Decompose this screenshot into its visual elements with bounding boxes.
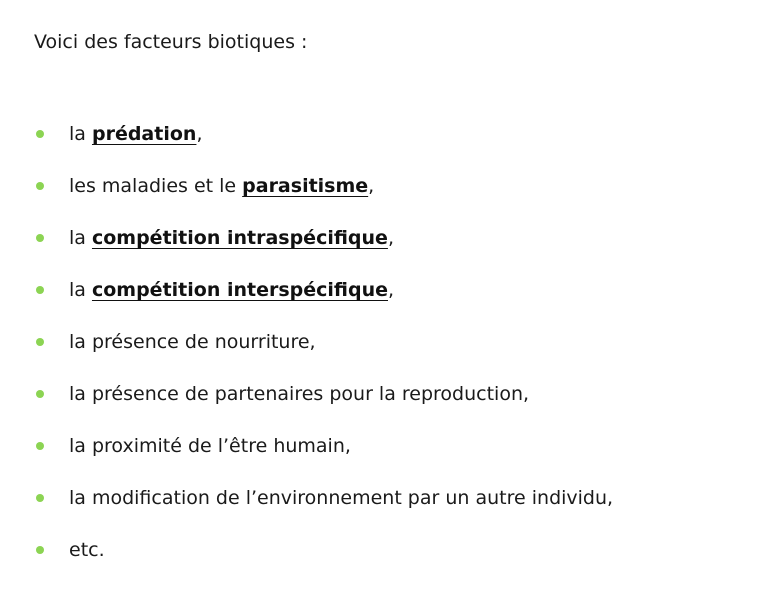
list-item-predation — [34, 108, 754, 160]
term-link-predation[interactable]: prédation — [91, 123, 197, 145]
term-link-competition-intraspecifique[interactable]: compétition intraspécifique — [91, 227, 388, 249]
item-text: la présence de partenaires pour la reproduction, — [69, 383, 530, 405]
bullet-icon — [36, 234, 44, 242]
list-item-nourriture — [34, 316, 754, 368]
item-text: la proximité de l’être humain, — [69, 435, 351, 457]
list-item-partenaires — [34, 368, 754, 420]
bullet-icon — [36, 286, 44, 294]
bullet-icon — [36, 494, 44, 502]
item-text: etc. — [69, 539, 105, 561]
term-link-competition-interspecifique[interactable]: compétition interspécifique — [91, 279, 388, 301]
bullet-icon — [36, 182, 44, 190]
bullet-icon — [36, 338, 44, 346]
intro-text: Voici des facteurs biotiques : — [34, 31, 308, 53]
item-text: la modification de l’environnement par un autre individu, — [69, 487, 614, 509]
item-prefix: la — [69, 227, 92, 249]
item-suffix: , — [388, 279, 395, 301]
bullet-icon — [36, 546, 44, 554]
bullet-icon — [36, 130, 44, 138]
item-prefix: la — [69, 123, 92, 145]
list-item-etre-humain — [34, 420, 754, 472]
list-item-modification-environnement — [34, 472, 754, 524]
list-item-competition-interspecifique — [34, 264, 754, 316]
item-prefix: la — [69, 279, 92, 301]
biotic-factors-list — [34, 108, 754, 576]
term-link-parasitisme[interactable]: parasitisme — [242, 175, 369, 197]
list-item-parasitisme — [34, 160, 754, 212]
list-item-etc — [34, 524, 754, 576]
bullet-icon — [36, 390, 44, 398]
document-content — [34, 24, 754, 576]
bullet-icon — [36, 442, 44, 450]
item-suffix: , — [387, 227, 394, 249]
item-prefix: les maladies et le — [69, 175, 243, 197]
item-suffix: , — [196, 123, 203, 145]
item-suffix: , — [368, 175, 375, 197]
list-item-competition-intraspecifique — [34, 212, 754, 264]
item-text: la présence de nourriture, — [69, 331, 316, 353]
